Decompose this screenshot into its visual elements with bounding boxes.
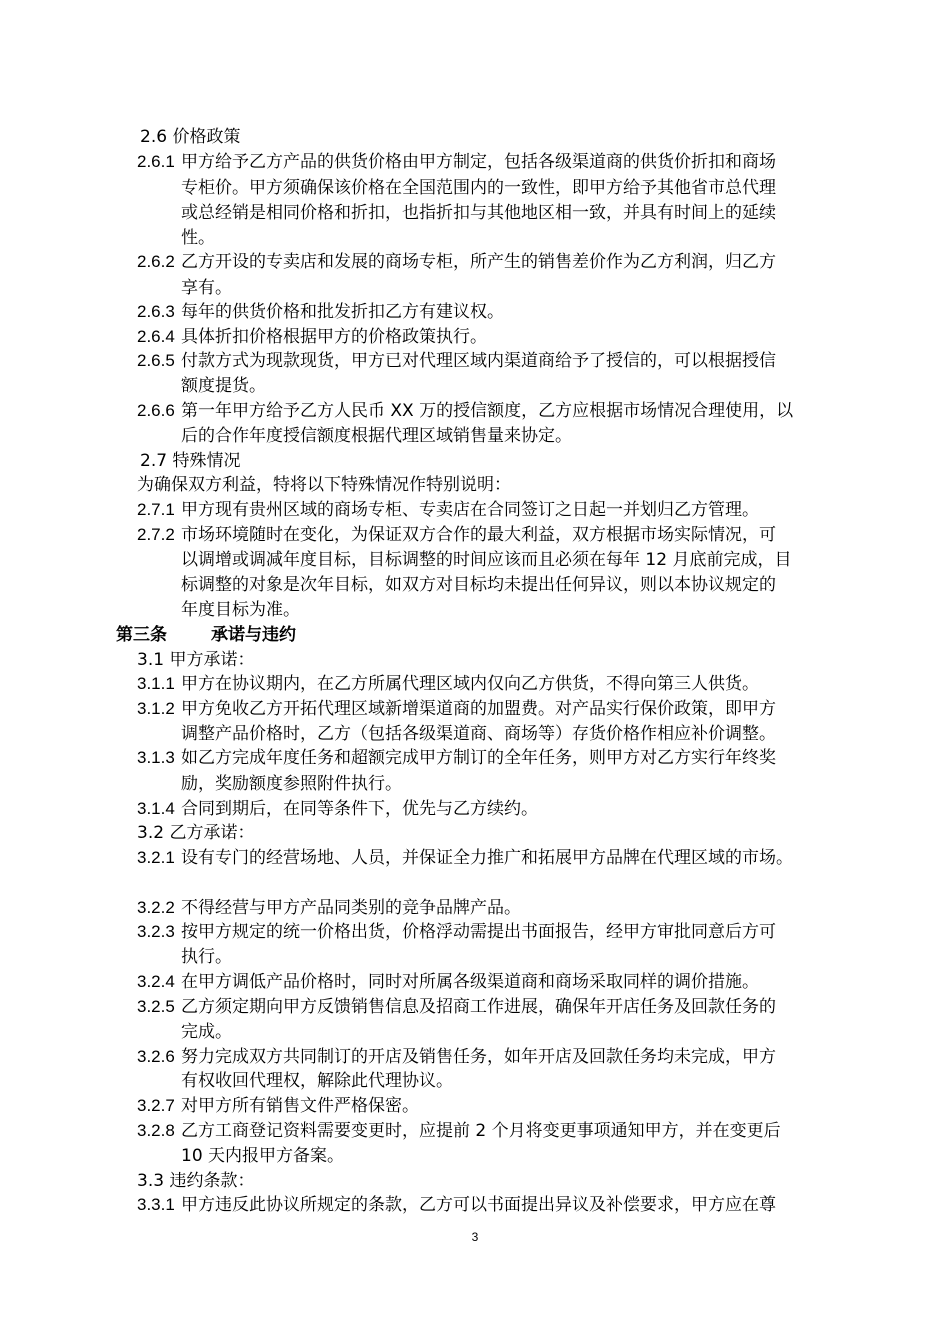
- clause-text: 以调增或调减年度目标，目标调整的时间应该而且必须在每年 12 月底前完成，目: [181, 550, 792, 570]
- clause-text: 第一年甲方给予乙方人民币 XX 万的授信额度，乙方应根据市场情况合理使用，以: [181, 401, 794, 421]
- clause-text: 每年的供货价格和批发折扣乙方有建议权。: [181, 302, 504, 322]
- clause-text: 完成。: [181, 1022, 232, 1042]
- section-3-1-title: 3.1 甲方承诺：: [137, 650, 255, 670]
- clause-number: 3.2.4: [137, 972, 175, 991]
- clause-number: 3.2.6: [137, 1047, 175, 1066]
- section-3-2-title: 3.2 乙方承诺：: [137, 823, 255, 843]
- clause-text: 甲方违反此协议所规定的条款，乙方可以书面提出异议及补偿要求，甲方应在尊: [181, 1195, 776, 1215]
- clause-text: 或总经销是相同价格和折扣，也指折扣与其他地区相一致，并具有时间上的延续: [181, 203, 776, 223]
- article-3-title: 承诺与违约: [211, 625, 296, 645]
- clause-number: 3.2.8: [137, 1121, 175, 1140]
- clause-number: 2.6.3: [137, 302, 175, 321]
- clause-number: 2.6.4: [137, 327, 175, 346]
- clause-number: 3.2.3: [137, 922, 175, 941]
- clause-number: 3.2.2: [137, 898, 175, 917]
- clause-text: 性。: [181, 228, 215, 248]
- clause-text: 乙方开设的专卖店和发展的商场专柜，所产生的销售差价作为乙方利润，归乙方: [181, 252, 776, 272]
- clause-text: 乙方工商登记资料需要变更时，应提前 2 个月将变更事项通知甲方，并在变更后: [181, 1121, 781, 1141]
- clause-text: 如乙方完成年度任务和超额完成甲方制订的全年任务，则甲方对乙方实行年终奖: [181, 748, 776, 768]
- clause-text: 按甲方规定的统一价格出货，价格浮动需提出书面报告，经甲方审批同意后方可: [181, 922, 776, 942]
- clause-text: 市场环境随时在变化，为保证双方合作的最大利益，双方根据市场实际情况，可: [181, 525, 776, 545]
- clause-number: 2.6.1: [137, 152, 175, 171]
- clause-text: 努力完成双方共同制订的开店及销售任务，如年开店及回款任务均未完成，甲方: [181, 1047, 776, 1067]
- clause-number: 3.3.1: [137, 1195, 175, 1214]
- clause-text: 励，奖励额度参照附件执行。: [181, 774, 402, 794]
- clause-text: 甲方免收乙方开拓代理区域新增渠道商的加盟费。对产品实行保价政策，即甲方: [181, 699, 776, 719]
- clause-number: 3.1.2: [137, 699, 175, 718]
- clause-text: 付款方式为现款现货，甲方已对代理区域内渠道商给予了授信的，可以根据授信: [181, 351, 776, 371]
- clause-text: 在甲方调低产品价格时，同时对所属各级渠道商和商场采取同样的调价措施。: [181, 972, 759, 992]
- clause-text: 调整产品价格时，乙方（包括各级渠道商、商场等）存货价格作相应补价调整。: [181, 724, 776, 744]
- clause-number: 2.7.1: [137, 500, 175, 519]
- clause-text: 执行。: [181, 947, 232, 967]
- section-2-6-title: 2.6 价格政策: [140, 127, 241, 147]
- clause-text: 不得经营与甲方产品同类别的竞争品牌产品。: [181, 898, 521, 918]
- clause-text: 合同到期后，在同等条件下，优先与乙方续约。: [181, 799, 538, 819]
- clause-text: 甲方现有贵州区域的商场专柜、专卖店在合同签订之日起一并划归乙方管理。: [181, 500, 759, 520]
- clause-number: 2.7.2: [137, 525, 175, 544]
- clause-number: 3.2.7: [137, 1096, 175, 1115]
- clause-text: 专柜价。甲方须确保该价格在全国范围内的一致性，即甲方给予其他省市总代理: [181, 178, 776, 198]
- article-3-label: 第三条: [116, 625, 167, 645]
- clause-number: 3.1.4: [137, 799, 175, 818]
- clause-number: 2.6.5: [137, 351, 175, 370]
- clause-text: 设有专门的经营场地、人员，并保证全力推广和拓展甲方品牌在代理区域的市场。: [181, 848, 793, 868]
- clause-text: 享有。: [181, 278, 232, 298]
- clause-text: 对甲方所有销售文件严格保密。: [181, 1096, 419, 1116]
- section-2-7-title: 2.7 特殊情况: [140, 451, 241, 471]
- clause-text: 年度目标为准。: [181, 600, 300, 620]
- clause-number: 3.1.1: [137, 674, 175, 693]
- clause-number: 2.6.6: [137, 401, 175, 420]
- clause-text: 有权收回代理权，解除此代理协议。: [181, 1071, 453, 1091]
- section-3-3-title: 3.3 违约条款：: [137, 1171, 255, 1191]
- clause-text: 甲方给予乙方产品的供货价格由甲方制定，包括各级渠道商的供货价折扣和商场: [181, 152, 776, 172]
- clause-text: 具体折扣价格根据甲方的价格政策执行。: [181, 327, 487, 347]
- clause-text: 甲方在协议期内，在乙方所属代理区域内仅向乙方供货，不得向第三人供货。: [181, 674, 759, 694]
- clause-text: 后的合作年度授信额度根据代理区域销售量来协定。: [181, 426, 572, 446]
- clause-number: 3.2.1: [137, 848, 175, 867]
- page-number: 3: [471, 1230, 479, 1244]
- clause-number: 2.6.2: [137, 252, 175, 271]
- section-intro: 为确保双方利益，特将以下特殊情况作特别说明：: [137, 475, 511, 495]
- clause-text: 乙方须定期向甲方反馈销售信息及招商工作进展，确保年开店任务及回款任务的: [181, 997, 776, 1017]
- clause-number: 3.2.5: [137, 997, 175, 1016]
- clause-text: 额度提货。: [181, 376, 266, 396]
- clause-text: 标调整的对象是次年目标，如双方对目标均未提出任何异议，则以本协议规定的: [181, 575, 776, 595]
- clause-text: 10 天内报甲方备案。: [181, 1146, 345, 1166]
- clause-number: 3.1.3: [137, 748, 175, 767]
